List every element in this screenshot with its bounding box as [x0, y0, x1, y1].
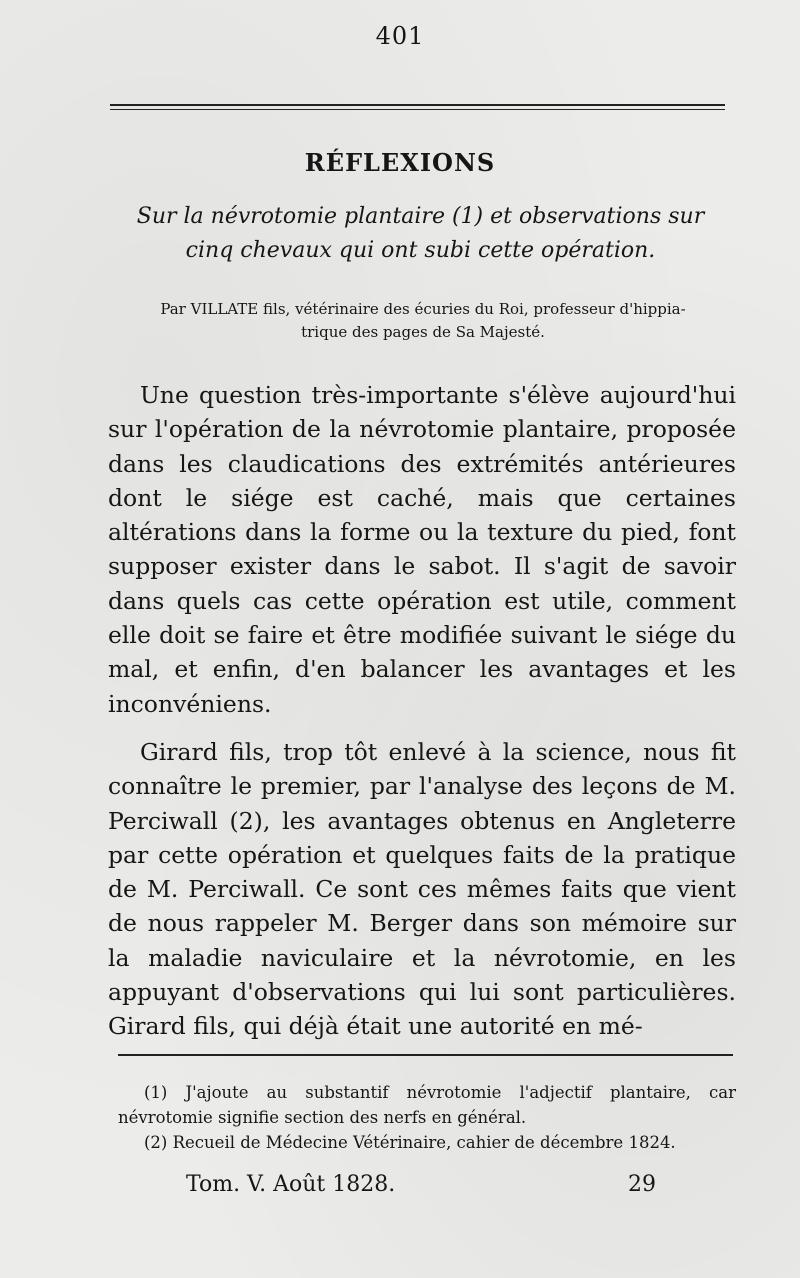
body-paragraph-2: Girard fils, trop tôt enlevé à la science, nous fit connaître le premier, par l'analyse des leçons de M. Perciwall (2), les avantages obtenus en Angleterre par cette opération et quelques faits de la pratique de M. Perciwall. Ce sont ces mêmes faits que vient de nous rappeler M. Berger dans son mémoire sur la maladie naviculaire et la névrotomie, en les appuyant d'observations qui lui sont particulières. Girard fils, qui déjà était une autorité en mé-: [108, 737, 736, 1041]
footnote-rule: [118, 1054, 733, 1056]
volume-date: Tom. V. Août 1828.: [186, 1172, 396, 1197]
byline-line-2: trique des pages de Sa Majesté.: [301, 323, 545, 341]
byline-line-1: Par VILLATE fils, vétérinaire des écuries du Roi, professeur d'hippia-: [160, 300, 686, 318]
signature-mark: 29: [628, 1172, 656, 1197]
article-title: RÉFLEXIONS: [304, 148, 496, 177]
subtitle-line-2: cinq chevaux qui ont subi cette opération.: [185, 238, 656, 263]
author-byline: [108, 298, 738, 344]
footnote-2: (2) Recueil de Médecine Vétérinaire, cahier de décembre 1824.: [144, 1133, 676, 1152]
page-number: 401: [375, 22, 425, 50]
article-subtitle: [108, 200, 733, 268]
body-paragraph-1: Une question très-importante s'élève aujourd'hui sur l'opération de la névrotomie plantaire, proposée dans les claudications des extrémités antérieures dont le siége est caché, mais que certaines altérations dans la forme ou la texture du pied, font supposer exister dans le sabot. Il s'agit de savoir dans quels cas cette opération est utile, comment elle doit se faire et être modifiée suivant le siége du mal, et enfin, d'en balancer les avantages et les inconvéniens.: [108, 381, 736, 718]
article-body: [108, 378, 736, 1044]
header-rule: [110, 104, 725, 110]
footnotes: [118, 1080, 736, 1155]
footnote-1: (1) J'ajoute au substantif névrotomie l'adjectif plantaire, car névrotomie signifie section des nerfs en général.: [118, 1083, 736, 1127]
subtitle-line-1: Sur la névrotomie plantaire (1) et observations sur: [136, 204, 705, 229]
